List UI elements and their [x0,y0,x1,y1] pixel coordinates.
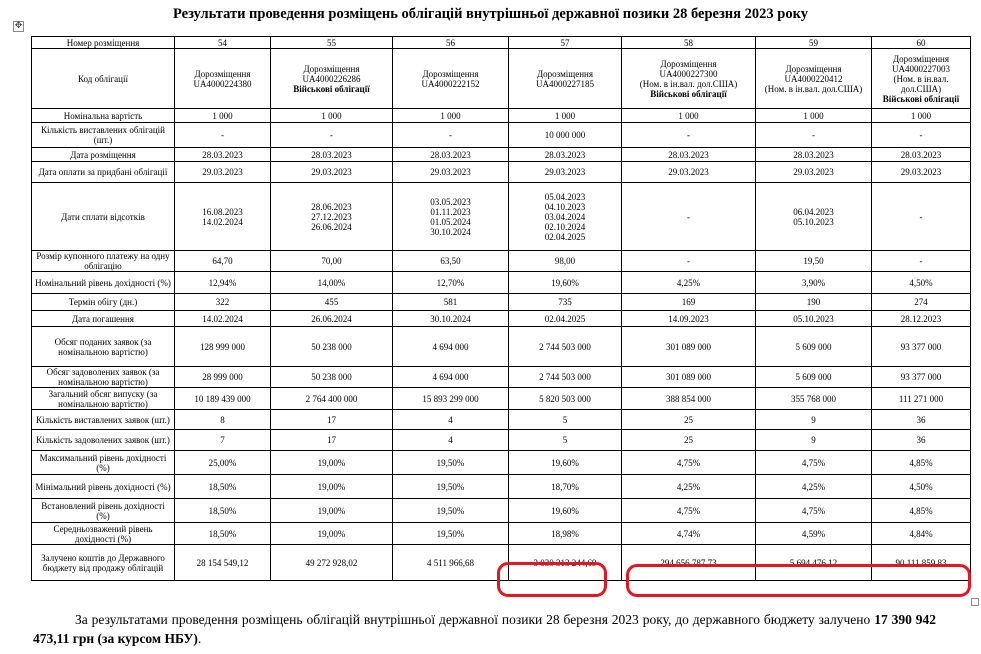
value-cell: - [872,123,971,148]
value-cell: 28.03.2023 [393,148,509,162]
value-cell: 05.04.2023 04.10.2023 03.04.2024 02.10.2024 02.04.2025 [509,183,622,251]
value-cell: 4,75% [622,451,756,475]
summary-paragraph [33,610,936,648]
value-cell: 26.06.2024 [271,311,393,327]
value-cell: 4,25% [622,475,756,499]
value-cell: 301 089 000 [622,327,756,367]
row-label: Середньозважений рівень дохідності (%) [32,523,175,545]
value-cell: 28.03.2023 [622,148,756,162]
value-cell: 36 [872,430,971,451]
row-label: Кількість задоволених заявок (шт.) [32,430,175,451]
bond-code-line: Дорозміщення [537,68,593,79]
value-cell: 5 820 503 000 [509,388,622,410]
value-cell: 5 609 000 [756,367,872,388]
table-row [32,311,971,327]
value-cell: 18,50% [175,499,271,523]
value-cell: 111 271 000 [872,388,971,410]
table-row [32,162,971,183]
value-cell: 14.09.2023 [622,311,756,327]
value-cell: 28 154 549,12 [175,545,271,581]
value-cell: 294 656 787,73 [622,545,756,581]
bond-code-line: (Ном. в ін.вал. дол.США) [764,83,863,94]
value-cell: 19,00% [271,499,393,523]
value-cell: 190 [756,294,872,311]
placement-number: 59 [756,37,872,49]
value-cell: 29.03.2023 [175,162,271,183]
row-bond-code [32,49,971,109]
value-cell: 4 511 966,68 [393,545,509,581]
value-cell: 4,50% [872,475,971,499]
row-label: Дата оплати за придбані облігації [32,162,175,183]
table-row [32,251,971,272]
row-label: Номінальний рівень дохідності (%) [32,272,175,294]
placement-number: 56 [393,37,509,49]
value-cell: 4,74% [622,523,756,545]
value-cell: 4 [393,430,509,451]
row-label: Кількість виставлених облігацій (шт.) [32,123,175,148]
value-cell: 25 [622,410,756,430]
bond-code-line: Дорозміщення [422,68,479,79]
bond-code-line: UA4000227003 [892,63,950,74]
table-row [32,545,971,581]
value-cell: 19,60% [509,272,622,294]
bond-code-line: Дорозміщення [660,58,717,69]
bond-code-cell [872,49,971,109]
value-cell: 14.02.2024 [175,311,271,327]
value-cell: 355 768 000 [756,388,872,410]
value-cell: 1 000 [393,109,509,123]
value-cell: 93 377 000 [872,367,971,388]
document-title: Результати проведення розміщень облігацій внутрішньої державної позики 28 березня 2023 року [173,6,808,22]
value-cell: 5 [509,410,622,430]
row-label: Залучено коштів до Державного бюджету від продажу облігацій [32,545,175,581]
value-cell: 388 854 000 [622,388,756,410]
value-cell: 18,50% [175,523,271,545]
value-cell: 18,70% [509,475,622,499]
value-cell: 322 [175,294,271,311]
bond-code-line: UA4000227300 [659,68,718,79]
value-cell: 5 [509,430,622,451]
value-cell: 29.03.2023 [872,162,971,183]
value-cell: 02.04.2025 [509,311,622,327]
value-cell: 17 [271,410,393,430]
value-cell: 64,70 [175,251,271,272]
value-cell: 4 694 000 [393,367,509,388]
value-cell: - [175,123,271,148]
value-cell: 274 [872,294,971,311]
value-cell: 5 694 476,12 [756,545,872,581]
value-cell: 169 [622,294,756,311]
bond-code-cell [622,49,756,109]
value-cell: 70,00 [271,251,393,272]
table-row [32,272,971,294]
value-cell: 4,75% [756,451,872,475]
bond-code-line: Дорозміщення [785,63,842,74]
row-label: Максимальний рівень дохідності (%) [32,451,175,475]
value-cell: 30.10.2024 [393,311,509,327]
row-label: Встановлений рівень дохідності (%) [32,499,175,523]
value-cell: 16.08.2023 14.02.2024 [175,183,271,251]
value-cell: 93 377 000 [872,327,971,367]
summary-text: За результатами проведення розміщень облігацій внутрішньої державної позики 28 березня 2023 року, до державного бюджету залучено [75,612,875,627]
value-cell: 28.03.2023 [509,148,622,162]
row-label: Мінімальний рівень дохідності (%) [32,475,175,499]
value-cell: 10 189 439 000 [175,388,271,410]
value-cell: 06.04.2023 05.10.2023 [756,183,872,251]
row-label: Загальний обсяг випуску (за номінальною вартістю) [32,388,175,410]
value-cell: 1 000 [271,109,393,123]
table-row [32,148,971,162]
value-cell: 28 999 000 [175,367,271,388]
value-cell: 5 609 000 [756,327,872,367]
table-row [32,123,971,148]
value-cell: 4 [393,410,509,430]
value-cell: - [622,183,756,251]
value-cell: 735 [509,294,622,311]
value-cell: 128 999 000 [175,327,271,367]
bond-code-line: UA4000227185 [536,78,594,89]
value-cell: 29.03.2023 [622,162,756,183]
value-cell: 19,00% [271,451,393,475]
value-cell: 05.10.2023 [756,311,872,327]
table-row [32,475,971,499]
value-cell: - [393,123,509,148]
row-label: Код облігації [32,49,175,109]
bond-code-line: Дорозміщення [303,63,360,74]
value-cell: - [872,183,971,251]
value-cell: 4,25% [622,272,756,294]
value-cell: 4,50% [872,272,971,294]
value-cell: 17 [271,430,393,451]
value-cell: 14,00% [271,272,393,294]
value-cell: 4,85% [872,451,971,475]
value-cell: 19,50% [393,475,509,499]
value-cell: 10 000 000 [509,123,622,148]
bond-code-line: (Ном. в ін.вал. дол.США) [639,78,738,89]
value-cell: 28.03.2023 [756,148,872,162]
value-cell: 4,75% [622,499,756,523]
value-cell: 4 694 000 [393,327,509,367]
value-cell: 1 000 [622,109,756,123]
row-label: Термін обігу (дн.) [32,294,175,311]
placement-number: 58 [622,37,756,49]
row-label: Обсяг задоволених заявок (за номінальною вартістю) [32,367,175,388]
bond-code-cell [271,49,393,109]
value-cell: 28.03.2023 [872,148,971,162]
row-label: Дати сплати відсотків [32,183,175,251]
bond-code-line: UA4000220412 [784,73,843,84]
row-label: Дата погашення [32,311,175,327]
value-cell: 581 [393,294,509,311]
value-cell: 455 [271,294,393,311]
table-row [32,367,971,388]
bond-code-line: Дорозміщення [194,68,251,79]
value-cell: 2 744 503 000 [509,367,622,388]
bond-results-table [31,36,971,581]
value-cell: 19,50% [393,499,509,523]
bond-code-line: UA4000222152 [421,78,480,89]
value-cell: 28.12.2023 [872,311,971,327]
value-cell: 36 [872,410,971,430]
row-label: Обсяг поданих заявок (за номінальною вартістю) [32,327,175,367]
value-cell: 25,00% [175,451,271,475]
value-cell: 49 272 928,02 [271,545,393,581]
placement-number: 57 [509,37,622,49]
value-cell: 29.03.2023 [393,162,509,183]
table-row [32,327,971,367]
value-cell: 19,00% [271,475,393,499]
value-cell: 15 893 299 000 [393,388,509,410]
value-cell: - [622,251,756,272]
value-cell: 4,59% [756,523,872,545]
value-cell: 9 [756,410,872,430]
row-placement-number [32,37,971,49]
value-cell: 2 764 400 000 [271,388,393,410]
value-cell: 18,50% [175,475,271,499]
military-bond-label: Військові облігації [882,93,960,104]
table-row [32,523,971,545]
bond-code-line: (Ном. в ін.вал. дол.США) [893,73,949,94]
table-row [32,410,971,430]
value-cell: 1 000 [756,109,872,123]
value-cell: 19,60% [509,451,622,475]
value-cell: 19,50 [756,251,872,272]
value-cell: 4,75% [756,499,872,523]
value-cell: 50 238 000 [271,367,393,388]
value-cell: 12,94% [175,272,271,294]
bond-code-line: UA4000224380 [193,78,252,89]
bond-code-cell [509,49,622,109]
value-cell: 28.03.2023 [271,148,393,162]
row-label: Номінальна вартість [32,109,175,123]
value-cell: 03.05.2023 01.11.2023 01.05.2024 30.10.2024 [393,183,509,251]
value-cell: - [271,123,393,148]
table-row [32,183,971,251]
row-label: Номер розміщення [32,37,175,49]
table-row [32,499,971,523]
value-cell: 4,85% [872,499,971,523]
table-row [32,109,971,123]
row-label: Розмір купонного платежу на одну облігацію [32,251,175,272]
value-cell: 98,00 [509,251,622,272]
value-cell: 1 000 [175,109,271,123]
table-row [32,430,971,451]
value-cell: 19,50% [393,523,509,545]
value-cell: 4,84% [872,523,971,545]
row-label: Дата розміщення [32,148,175,162]
table-row [32,451,971,475]
row-label: Кількість виставлених заявок (шт.) [32,410,175,430]
value-cell: 301 089 000 [622,367,756,388]
bond-code-line: Дорозміщення [893,53,949,64]
value-cell: 8 [175,410,271,430]
summary-end: . [197,631,202,646]
value-cell: 63,50 [393,251,509,272]
table-row [32,294,971,311]
table-end-marker [971,598,979,606]
value-cell: 50 238 000 [271,327,393,367]
placement-number: 54 [175,37,271,49]
value-cell: 3 030 313 244,69 [509,545,622,581]
value-cell: 28.03.2023 [175,148,271,162]
value-cell: 29.03.2023 [756,162,872,183]
value-cell: 28.06.2023 27.12.2023 26.06.2024 [271,183,393,251]
placement-number: 55 [271,37,393,49]
value-cell: 29.03.2023 [509,162,622,183]
military-bond-label: Військові облігації [650,88,727,99]
value-cell: - [622,123,756,148]
value-cell: 18,98% [509,523,622,545]
value-cell: 90 111 859,83 [872,545,971,581]
move-handle-icon[interactable]: ✥ [14,21,23,31]
value-cell: 9 [756,430,872,451]
placement-number: 60 [872,37,971,49]
value-cell: 7 [175,430,271,451]
value-cell: 1 000 [872,109,971,123]
value-cell: 19,60% [509,499,622,523]
value-cell: 3,90% [756,272,872,294]
table-row [32,388,971,410]
value-cell: 19,50% [393,451,509,475]
value-cell: 29.03.2023 [271,162,393,183]
value-cell: 4,25% [756,475,872,499]
value-cell: 25 [622,430,756,451]
bond-code-cell [175,49,271,109]
value-cell: 19,00% [271,523,393,545]
value-cell: - [756,123,872,148]
value-cell: 2 744 503 000 [509,327,622,367]
value-cell: 12,70% [393,272,509,294]
bond-code-cell [756,49,872,109]
value-cell: 1 000 [509,109,622,123]
military-bond-label: Військові облігації [293,83,370,94]
bond-code-line: UA4000226286 [302,73,361,84]
value-cell: - [872,251,971,272]
bond-code-cell [393,49,509,109]
summary-amount: 17 390 942 473,11 грн (за курсом НБУ) [33,612,937,646]
